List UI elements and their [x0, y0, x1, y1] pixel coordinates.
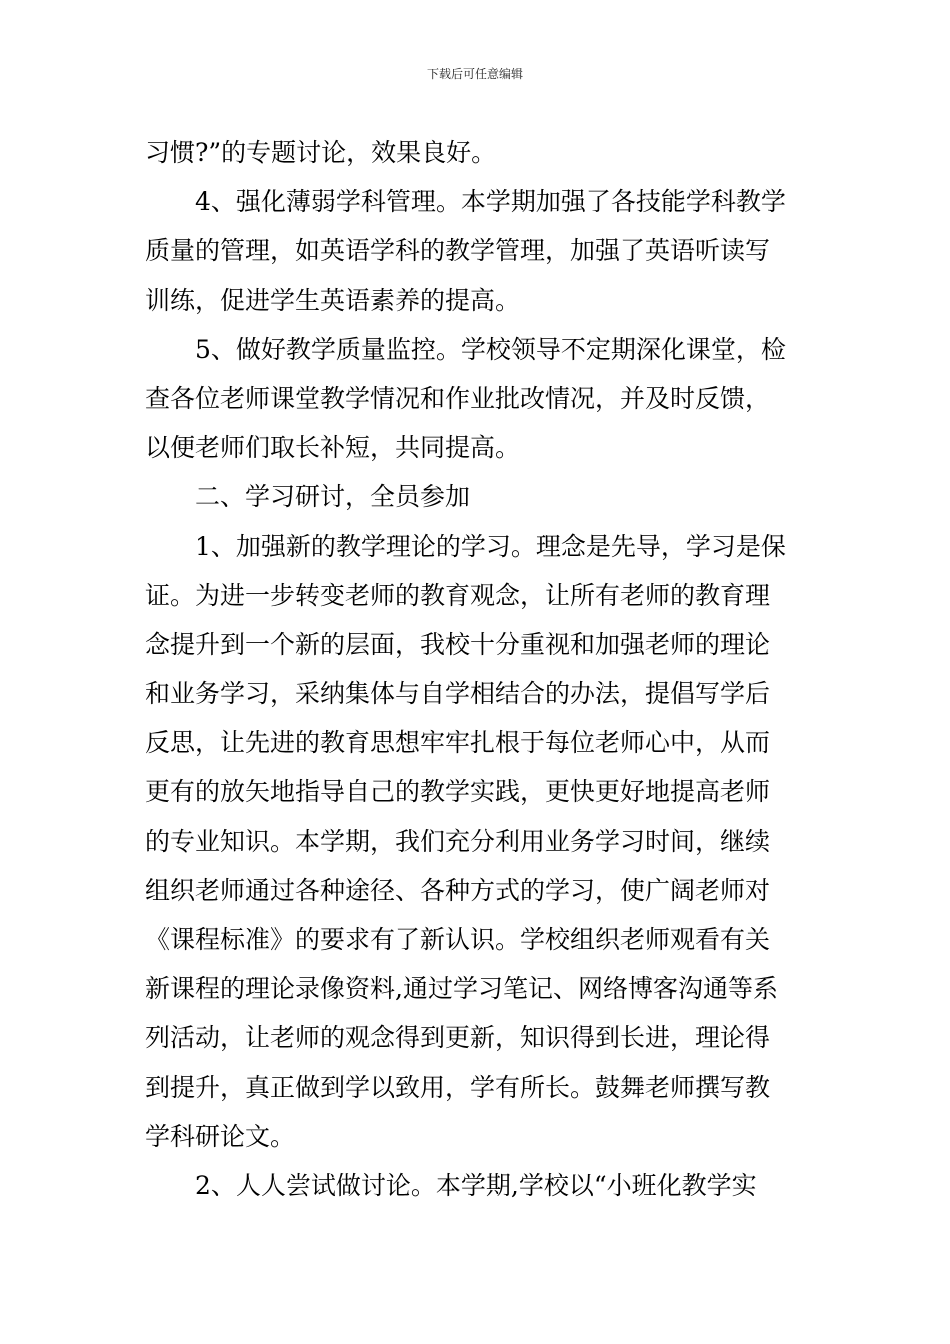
paragraph-start-line: 5、做好教学质量监控。学校领导不定期深化课堂，检	[195, 334, 786, 364]
text-line: 习惯?”的专题讨论，效果良好。	[145, 138, 497, 167]
text-line: 更有的放矢地指导自己的教学实践，更快更好地提高老师	[145, 777, 771, 807]
text-line: 质量的管理，如英语学科的教学管理，加强了英语听读写	[145, 236, 771, 266]
text-line: 反思，让先进的教育思想牢牢扎根于每位老师心中，从而	[145, 728, 771, 758]
text-line: 的专业知识。本学期，我们充分利用业务学习时间，继续	[145, 826, 771, 856]
text-line: 学科研论文。	[145, 1121, 296, 1151]
section-heading: 二、学习研讨，全员参加	[195, 482, 471, 512]
text-line: 证。为进一步转变老师的教育观念，让所有老师的教育理	[145, 580, 771, 610]
document-body	[145, 128, 810, 1210]
text-line: 新课程的理论录像资料,通过学习笔记、网络博客沟通等系	[145, 974, 778, 1004]
paragraph-start-line: 2、人人尝试做讨论。本学期,学校以“小班化教学实	[195, 1170, 757, 1200]
text-line: 念提升到一个新的层面，我校十分重视和加强老师的理论	[145, 629, 771, 659]
text-line: 和业务学习，采纳集体与自学相结合的办法，提倡写学后	[145, 679, 771, 709]
text-line: 列活动，让老师的观念得到更新，知识得到长进，理论得	[145, 1023, 771, 1053]
page-header: 下载后可任意编辑	[426, 67, 523, 81]
paragraph-start-line: 4、强化薄弱学科管理。本学期加强了各技能学科教学	[195, 187, 786, 217]
text-line: 查各位老师课堂教学情况和作业批改情况，并及时反馈，	[145, 383, 771, 413]
paragraph-start-line: 1、加强新的教学理论的学习。理念是先导，学习是保	[195, 531, 786, 561]
text-line: 以便老师们取长补短，共同提高。	[145, 433, 521, 463]
text-line: 到提升，真正做到学以致用，学有所长。鼓舞老师撰写教	[145, 1072, 771, 1102]
text-line: 《课程标准》的要求有了新认识。学校组织老师观看有关	[145, 925, 771, 954]
text-line: 组织老师通过各种途径、各种方式的学习，使广阔老师对	[145, 875, 771, 905]
text-line: 训练，促进学生英语素养的提高。	[145, 285, 521, 315]
